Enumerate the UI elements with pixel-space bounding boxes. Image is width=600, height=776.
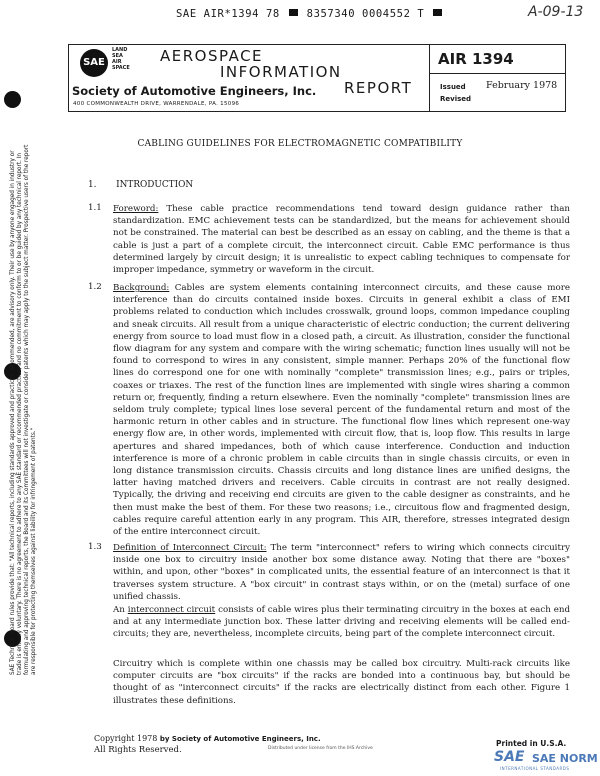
watermark-logo: SAE bbox=[494, 749, 525, 765]
society-name: Society of Automotive Engineers, Inc. bbox=[72, 84, 317, 98]
scan-mark bbox=[433, 9, 442, 16]
section-heading bbox=[88, 180, 193, 190]
paragraph-interconnect-circuit: An interconnect circuit consists of cable wires plus their terminating circuitry in the boxes at each end and at any intermediate junction box. These latter driving and receiving elements will be called end-circuits; they are, nevertheless, incomplete circuits, being part of the complete interconnect circuit. bbox=[113, 605, 571, 640]
printed-in: Printed in U.S.A. bbox=[496, 739, 567, 748]
issued-date: February 1978 bbox=[486, 80, 558, 91]
license-note: Distributed under license from the IHS Archive bbox=[268, 746, 373, 751]
header-divider bbox=[429, 45, 430, 111]
side-disclaimer bbox=[10, 135, 37, 675]
watermark-name: SAE NORM bbox=[532, 752, 598, 765]
side-disclaimer-text: SAE Technical Board rules provide that: "All technical reports, including standards approved and practices recommended, are advisory only. Their use by anyone engaged in industry or trade is entirely voluntary. There is no agreement to adhere to any SAE standard or recommended practice, and no commitment to conform to or be guided by any technical report. In formulating and approving technical reports, the Board and its Committees will not investigate or consider patents which may apply to the subject matter. Prospective users of the report are responsible for protecting themselves against liability for infringement of patents." bbox=[10, 144, 37, 675]
copyright-line: Copyright 1978 by Society of Automotive Engineers, Inc. bbox=[94, 734, 321, 743]
para-heading: Background: bbox=[113, 283, 170, 293]
header-title-aerospace: AEROSPACE bbox=[160, 47, 264, 65]
para-heading: Foreword: bbox=[113, 204, 159, 214]
section-number: 1. bbox=[88, 180, 97, 190]
sae-logo: SAE bbox=[80, 49, 108, 77]
para-heading: Definition of Interconnect Circuit: bbox=[113, 543, 267, 553]
para-number: 1.2 bbox=[88, 282, 102, 292]
watermark-subtitle: INTERNATIONAL STANDARDS bbox=[500, 766, 570, 771]
term-interconnect-circuit: interconnect circuit bbox=[127, 605, 216, 615]
section-title: INTRODUCTION bbox=[116, 180, 194, 190]
para-text: Cables are system elements containing interconnect circuits, and these cause more interference than do circuits contained inside boxes. Circuits in general exhibit a class of EMI problems related to conduction which includes crosswalk, ground loops, common impedance coupling and sneak circuits. All result from a unique characteristic of electric conduction; the current delivering energy from source to load must flow in a closed path, a circuit. As illustration, consider the functional flow diagram for any system and compare with the wiring schematic; function lines usually will not be found to correspond to wires in any consistent, simple manner. Perhaps 20% of the functional flow lines do correspond one for one with nominally "complete" transmission lines; e.g., pairs or triples, coaxes or triaxes. The rest of the function lines are implemented with single wires sharing a common return or, frequently, finding a return elsewhere. Even the nominally "complete" transmission lines are seldom truly complete; typical lines lose several percent of the fundamental return and most of the harmonic return in other cables and in structure. The functional flow lines which represent one-way energy flow are, in other words, implemented with circuit flow, that is, loop flow. This results in large apertures and shared impedances, both of which cause interference. Conduction and induction interference is more of a chronic problem in cable circuits than in single chassis circuits, or even in long distance transmission circuits. Chassis circuits and long distance lines are unified designs, the latter having matched drivers and receivers. Cable circuits in contrast are not really designed. Typically, the driving and receiving end circuits are given to the cable designer as constraints, and he then must make the best of them. For these two reasons; i.e., circuitous flow and fragmented design, cables require careful attention early in any program. This AIR, therefore, stresses integrated design of the entire interconnect circuit. bbox=[113, 283, 570, 538]
document-number: AIR 1394 bbox=[438, 50, 514, 68]
scan-mark bbox=[289, 9, 298, 16]
scan-code-left: SAE AIR*1394 78 bbox=[176, 8, 280, 20]
paragraph-box-circuitry: Circuitry which is complete within one chassis may be called box circuitry. Multi-rack circuits like computer circuits are "box circuits" if the racks are bonded into a continuous bay, but should be thought of as "interconnect circuits" if the racks are electrically distinct from each other. Figure 1 illustrates these definitions. bbox=[113, 659, 570, 706]
document-title: CABLING GUIDELINES FOR ELECTROMAGNETIC COMPATIBILITY bbox=[137, 139, 463, 149]
header-title-information: INFORMATION bbox=[220, 63, 342, 81]
header-rule bbox=[429, 73, 565, 74]
punch-hole bbox=[4, 91, 21, 108]
scan-code-right: 8357340 0004552 T bbox=[306, 8, 425, 20]
scan-code-line bbox=[176, 8, 444, 20]
logo-tagline: LAND SEA AIR SPACE bbox=[112, 47, 130, 71]
handwritten-note: A-09-13 bbox=[528, 4, 584, 20]
header-title-report: REPORT bbox=[344, 79, 413, 97]
para-number: 1.1 bbox=[88, 203, 102, 213]
paragraph-background bbox=[113, 282, 570, 538]
paragraph-foreword bbox=[113, 203, 570, 276]
para-text: These cable practice recommendations tend toward design guidance rather than standardization. EMC achievement tests can be standardized, but the means for achievement should not be constrained. The material can best be described as an essay on cabling, and the theme is that a cable is just a part of a complete circuit, the interconnect circuit. Cable EMC performance is thus determined largely by circuit design; it is unrealistic to expect cabling techniques to compensate for improper impedance, symmetry or waveform in the circuit. bbox=[113, 204, 571, 276]
para-number: 1.3 bbox=[88, 542, 102, 552]
para-text: The term "interconnect" refers to wiring which connects circuitry inside one box to circuitry inside another box some distance away. Noting that there are "boxes" within, and upon, other "boxes" in complicated units, the essential feature of an interconnect is that it traverses system structure. A "box circuit" in contrast stays within, or on the (metal) surface of one unified chassis. bbox=[113, 543, 571, 602]
paragraph-definition bbox=[113, 542, 570, 603]
rights-line: All Rights Reserved. bbox=[94, 745, 182, 755]
issued-label: Issued bbox=[440, 83, 466, 91]
society-address: 400 COMMONWEALTH DRIVE, WARRENDALE, PA. 15096 bbox=[73, 101, 240, 107]
revised-label: Revised bbox=[440, 95, 472, 103]
